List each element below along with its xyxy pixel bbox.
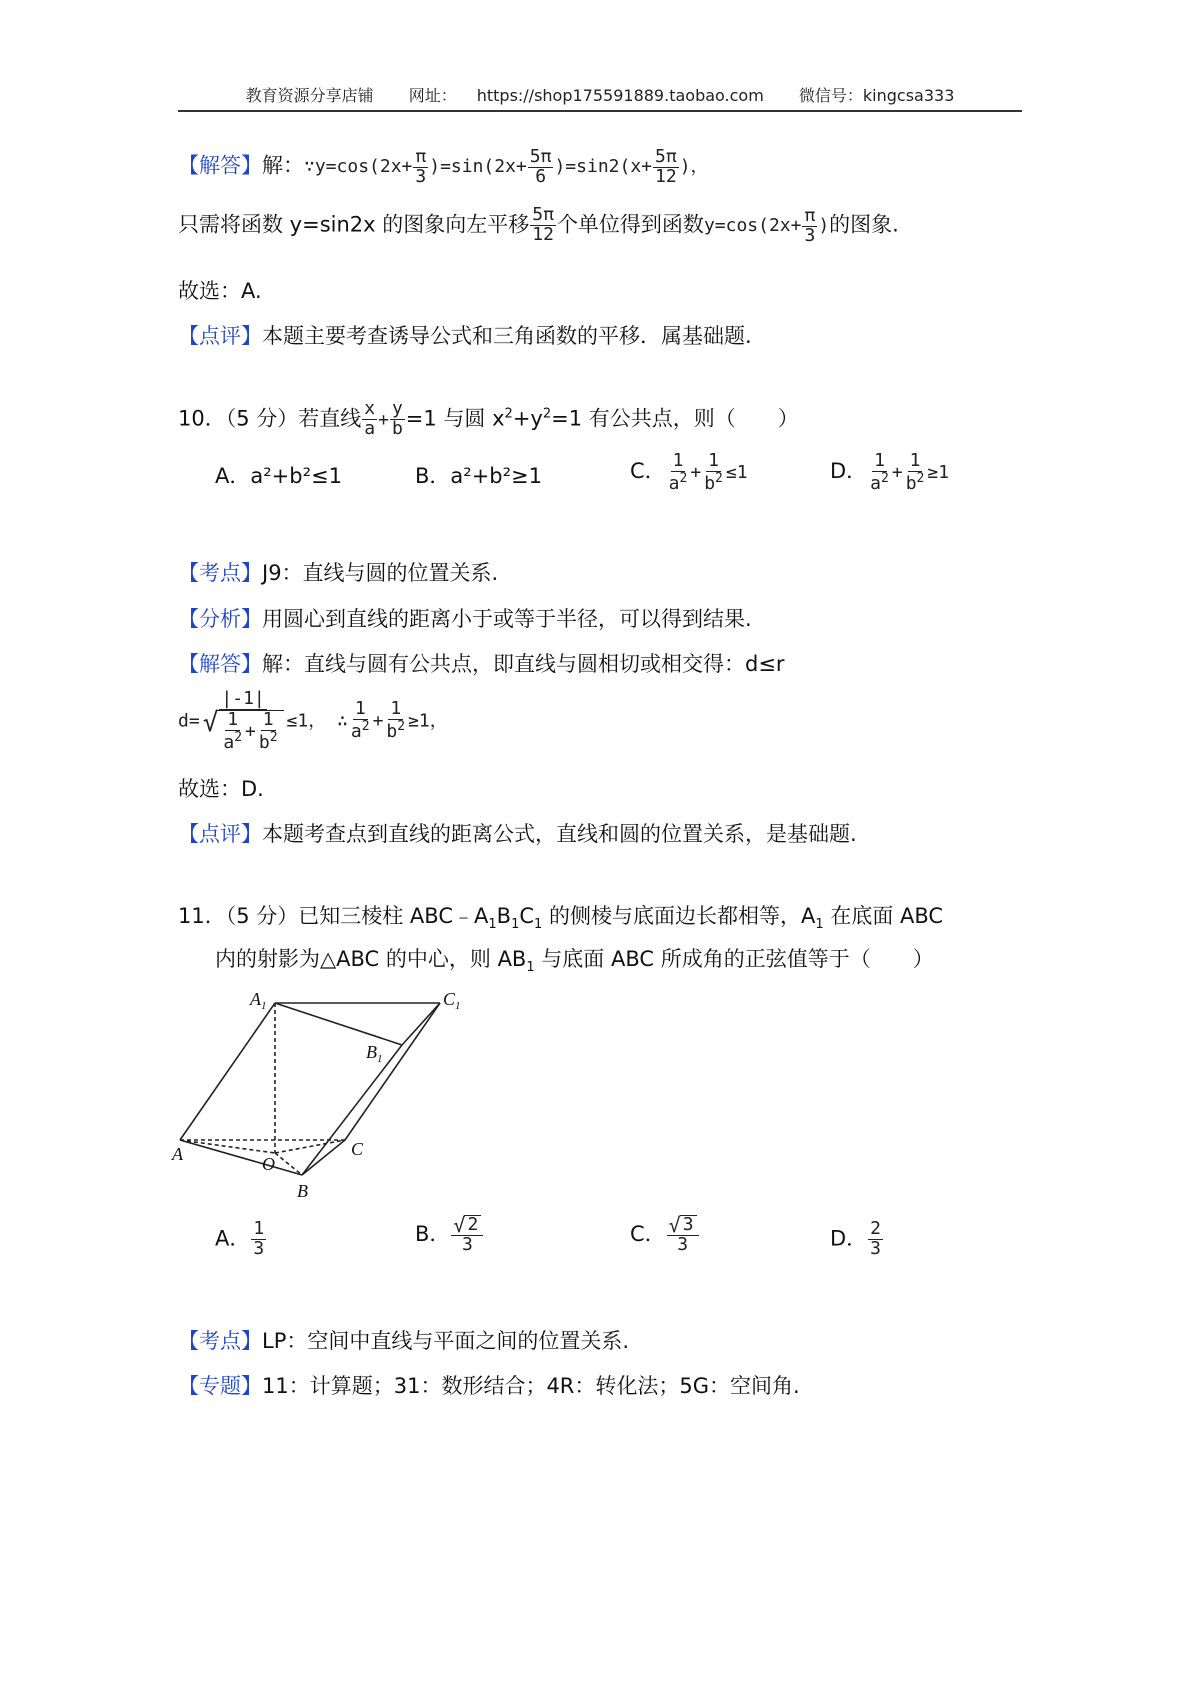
because-symbol: ∵ (304, 156, 315, 178)
edge-ab (180, 1140, 302, 1175)
zhuanti-tag: 【专题】 (178, 1374, 262, 1398)
q11-zhuanti: 【专题】11：计算题；31：数形结合；4R：转化法；5G：空间角. (178, 1374, 800, 1398)
site-label: 网址： (408, 86, 457, 105)
text: 个单位得到函数 (556, 212, 704, 237)
answer-prefix: 解： (262, 153, 304, 178)
page-header (0, 83, 1200, 106)
fraction: $\frac{\pi}{3}$ (804, 205, 816, 246)
q11-stem-line2: 内的射影为△ABC 的中心，则 $AB_1$ 与底面 ABC 所成角的正弦值等于（ ） (215, 947, 934, 976)
fenxi-tag: 【分析】 (178, 607, 262, 631)
q9-comment (178, 320, 752, 350)
q9-answer-line2: 只需将函数 y=sin2x 的图象向左平移 $\frac{5\pi}{12}$ 个单位得到函数y=cos(2x+ $\frac{\pi}{3}$ )的图象. (178, 204, 899, 246)
q10-distance-formula: d= |-1| √ $\frac{1}{a^2}$ + $\frac{1}{b^2}$ ≤1， ∴ $\frac{1}{a^2}$ + $\frac{1}{b^2}$ ≥1， (178, 688, 448, 753)
answer-tag: 【解答】 (178, 153, 262, 178)
text: 的图象. (829, 212, 899, 237)
answer-tag: 【解答】 (178, 652, 262, 676)
edge-cc1 (345, 1003, 440, 1140)
q10-option-c[interactable]: C． $\frac{1}{a^2}$ + $\frac{1}{b^2}$ ≤1 (630, 450, 748, 494)
q9-choice: 故选：A. (178, 279, 262, 303)
comment-tag: 【点评】 (178, 324, 262, 348)
math-text: )=sin(2x+ (429, 156, 527, 178)
edge-aa1 (180, 1003, 275, 1140)
q11-kaodian: 【考点】LP：空间中直线与平面之间的位置关系. (178, 1329, 630, 1353)
q10-option-b[interactable]: B．a²+b²≥1 (415, 464, 543, 488)
q11-stem-line1: 11．（5 分）已知三棱柱 $ABC﹣A_1B_1C_1$ 的侧棱与底面边长都相等，$A_1$ 在底面 ABC (178, 904, 944, 933)
label-c1: $C_1$ (443, 989, 461, 1012)
shop-name: 教育资源分享店铺 (245, 86, 374, 105)
q11-option-a[interactable]: A． $\frac{1}{3}$ (215, 1218, 265, 1259)
label-b: B (297, 1181, 308, 1201)
q10-answer: 【解答】解：直线与圆有公共点，即直线与圆相切或相交得：d≤r (178, 652, 785, 676)
fraction: $\frac{5\pi}{12}$ (532, 204, 554, 245)
site-url[interactable]: https://shop175591889.taobao.com (476, 86, 764, 105)
prism-figure (170, 985, 500, 1210)
edge-b1c1 (402, 1003, 440, 1045)
comment-text: 本题主要考查诱导公式和三角函数的平移．属基础题. (262, 324, 752, 348)
header-divider (178, 110, 1022, 112)
q10-option-d[interactable]: D． $\frac{1}{a^2}$ + $\frac{1}{b^2}$ ≥1 (830, 450, 950, 494)
q10-comment: 【点评】本题考查点到直线的距离公式，直线和圆的位置关系，是基础题. (178, 822, 857, 846)
q10-option-a[interactable]: A．a²+b²≤1 (215, 464, 342, 488)
label-a1: $A_1$ (250, 989, 267, 1012)
q11-option-b[interactable]: B． √ 2 3 (415, 1215, 484, 1255)
q11-option-d[interactable]: D． $\frac{2}{3}$ (830, 1218, 882, 1259)
q10-stem: 10．（5 分）若直线 $\frac{x}{a}$ + $\frac{y}{b}$ =1 与圆 $x^2+y^2=1$ 有公共点，则（ ） (178, 398, 799, 439)
q11-option-c[interactable]: C． √ 3 3 (630, 1215, 700, 1255)
q10-kaodian: 【考点】J9：直线与圆的位置关系. (178, 561, 499, 585)
label-a: A (172, 1144, 183, 1164)
fraction: $\frac{x}{a}$ (364, 398, 376, 439)
fraction: $\frac{y}{b}$ (391, 398, 403, 439)
fraction: $\frac{\pi}{3}$ (415, 146, 427, 187)
text: 10．（5 分）若直线 (178, 406, 362, 431)
q10-fenxi: 【分析】用圆心到直线的距离小于或等于半径，可以得到结果. (178, 607, 752, 631)
edge-a1b1 (275, 1003, 402, 1045)
label-b1: $B_1$ (366, 1042, 383, 1065)
kaodian-tag: 【考点】 (178, 1329, 262, 1353)
edge-bc (302, 1140, 345, 1175)
math-text: y=cos(2x+ (314, 156, 413, 178)
q9-answer-line1 (178, 148, 709, 187)
math-text: )=sin2(x+ (554, 156, 653, 178)
q10-choice: 故选：D. (178, 777, 264, 801)
text: 只需将函数 y=sin2x 的图象向左平移 (178, 212, 530, 237)
fraction: $\frac{5\pi}{6}$ (529, 146, 552, 187)
label-c: C (351, 1139, 364, 1159)
math-text: )， (679, 156, 709, 178)
label-o: O (262, 1154, 275, 1174)
wechat-id: 微信号：kingcsa333 (798, 86, 955, 105)
kaodian-tag: 【考点】 (178, 561, 262, 585)
fraction: $\frac{5\pi}{12}$ (655, 146, 677, 187)
comment-tag: 【点评】 (178, 822, 262, 846)
